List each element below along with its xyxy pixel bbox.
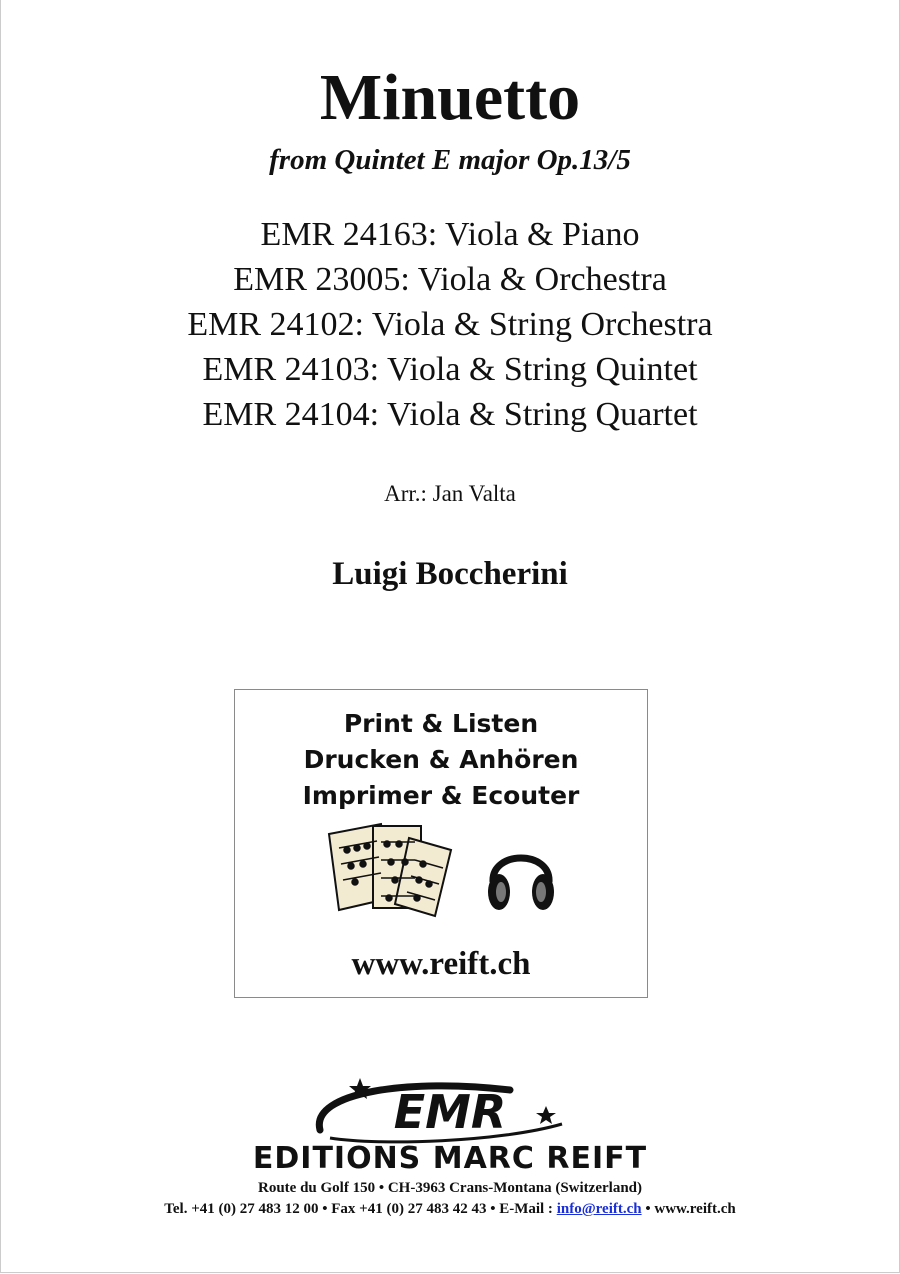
logo-text: EMR [393, 1085, 507, 1139]
contact-prefix: Tel. +41 (0) 27 483 12 00 • Fax +41 (0) 27 483 42 43 • E-Mail : [164, 1201, 557, 1217]
edition-item: EMR 24104: Viola & String Quartet [202, 396, 698, 433]
promo-line: Drucken & Anhören [303, 745, 579, 774]
sheet-music-icon [325, 820, 455, 920]
edition-item: EMR 24163: Viola & Piano [260, 216, 640, 253]
edition-item: EMR 24103: Viola & String Quintet [202, 351, 698, 388]
contact-suffix: • www.reift.ch [641, 1201, 736, 1217]
promo-lines [235, 706, 647, 814]
promo-line: Imprimer & Ecouter [302, 781, 580, 810]
promo-url[interactable]: www.reift.ch [351, 946, 531, 982]
page-title: Minuetto [319, 61, 581, 134]
edition-list [0, 212, 900, 437]
subtitle: from Quintet E major Op.13/5 [269, 144, 631, 176]
edition-item: EMR 23005: Viola & Orchestra [233, 261, 667, 298]
composer: Luigi Boccherini [332, 556, 568, 592]
emr-logo [300, 1072, 580, 1146]
edition-item: EMR 24102: Viola & String Orchestra [187, 306, 713, 343]
email-link[interactable]: info@reift.ch [556, 1201, 642, 1217]
arranger: Arr.: Jan Valta [384, 481, 516, 506]
publisher-name: EDITIONS MARC REIFT [252, 1141, 648, 1176]
publisher-contact [0, 1199, 900, 1220]
headphones-icon [485, 830, 557, 920]
promo-line: Print & Listen [343, 709, 539, 738]
publisher-address: Route du Golf 150 • CH-3963 Crans-Montana (Switzerland) [258, 1180, 642, 1196]
print-listen-box[interactable] [234, 689, 648, 998]
